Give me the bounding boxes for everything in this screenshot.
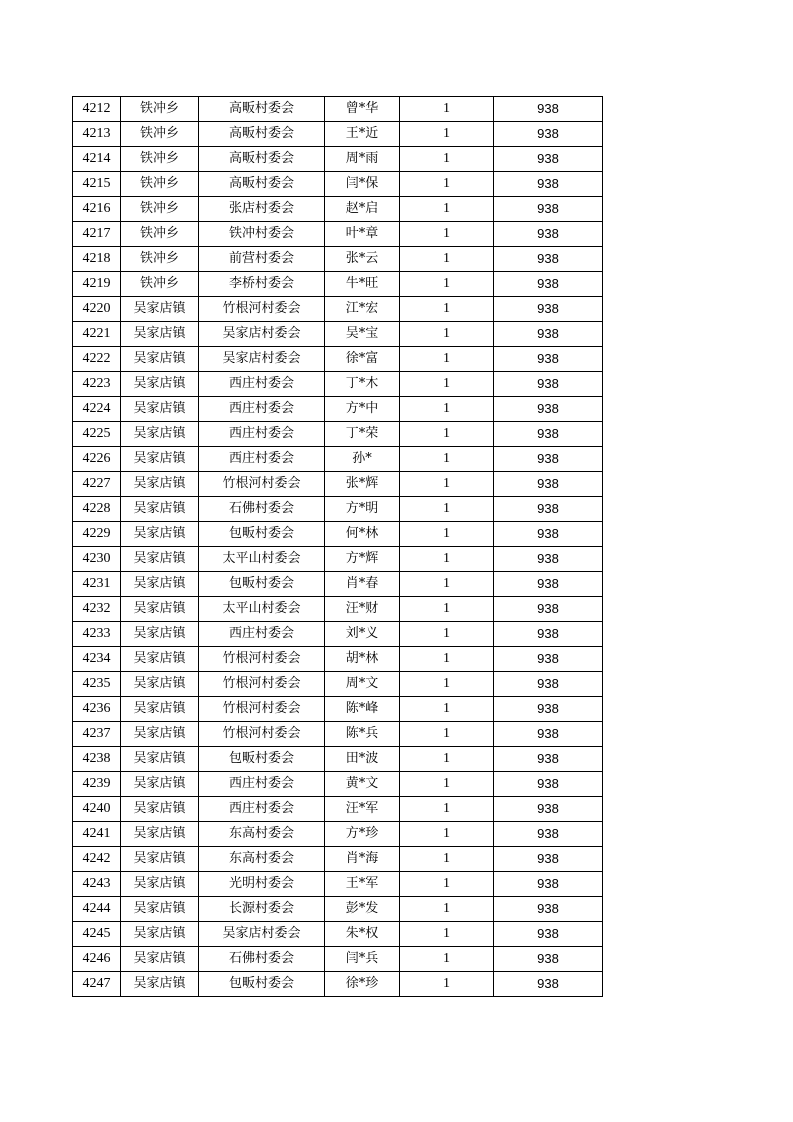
amount-cell: 938 [494, 572, 603, 597]
count-cell: 1 [400, 947, 494, 972]
table-row [73, 197, 603, 222]
person-name-cell: 张*辉 [325, 472, 400, 497]
amount-cell: 938 [494, 122, 603, 147]
table-row [73, 922, 603, 947]
table-row [73, 647, 603, 672]
village-committee-cell: 西庄村委会 [199, 447, 325, 472]
township-cell: 吴家店镇 [121, 422, 199, 447]
village-committee-cell: 包畈村委会 [199, 747, 325, 772]
table-row [73, 622, 603, 647]
table-row [73, 947, 603, 972]
amount-cell: 938 [494, 322, 603, 347]
count-cell: 1 [400, 122, 494, 147]
amount-cell: 938 [494, 347, 603, 372]
serial-number-cell: 4234 [73, 647, 121, 672]
count-cell: 1 [400, 247, 494, 272]
person-name-cell: 孙* [325, 447, 400, 472]
person-name-cell: 徐*珍 [325, 972, 400, 997]
township-cell: 吴家店镇 [121, 572, 199, 597]
table-row [73, 322, 603, 347]
serial-number-cell: 4247 [73, 972, 121, 997]
serial-number-cell: 4236 [73, 697, 121, 722]
township-cell: 吴家店镇 [121, 972, 199, 997]
count-cell: 1 [400, 172, 494, 197]
township-cell: 吴家店镇 [121, 447, 199, 472]
serial-number-cell: 4231 [73, 572, 121, 597]
table-row [73, 972, 603, 997]
table-row [73, 347, 603, 372]
serial-number-cell: 4238 [73, 747, 121, 772]
serial-number-cell: 4228 [73, 497, 121, 522]
table-row [73, 747, 603, 772]
village-committee-cell: 竹根河村委会 [199, 647, 325, 672]
count-cell: 1 [400, 97, 494, 122]
person-name-cell: 曾*华 [325, 97, 400, 122]
serial-number-cell: 4221 [73, 322, 121, 347]
village-committee-cell: 李桥村委会 [199, 272, 325, 297]
table-row [73, 897, 603, 922]
amount-cell: 938 [494, 722, 603, 747]
table-row [73, 372, 603, 397]
serial-number-cell: 4240 [73, 797, 121, 822]
village-committee-cell: 高畈村委会 [199, 147, 325, 172]
township-cell: 铁冲乡 [121, 222, 199, 247]
table-row [73, 772, 603, 797]
serial-number-cell: 4242 [73, 847, 121, 872]
serial-number-cell: 4227 [73, 472, 121, 497]
serial-number-cell: 4239 [73, 772, 121, 797]
person-name-cell: 王*军 [325, 872, 400, 897]
table-row [73, 822, 603, 847]
person-name-cell: 方*辉 [325, 547, 400, 572]
amount-cell: 938 [494, 972, 603, 997]
township-cell: 吴家店镇 [121, 747, 199, 772]
person-name-cell: 王*近 [325, 122, 400, 147]
person-name-cell: 张*云 [325, 247, 400, 272]
person-name-cell: 彭*发 [325, 897, 400, 922]
table-row [73, 672, 603, 697]
village-committee-cell: 高畈村委会 [199, 97, 325, 122]
township-cell: 吴家店镇 [121, 897, 199, 922]
count-cell: 1 [400, 822, 494, 847]
person-name-cell: 汪*军 [325, 797, 400, 822]
township-cell: 吴家店镇 [121, 597, 199, 622]
table-row [73, 222, 603, 247]
township-cell: 吴家店镇 [121, 922, 199, 947]
village-committee-cell: 包畈村委会 [199, 522, 325, 547]
township-cell: 铁冲乡 [121, 197, 199, 222]
serial-number-cell: 4233 [73, 622, 121, 647]
township-cell: 吴家店镇 [121, 872, 199, 897]
serial-number-cell: 4220 [73, 297, 121, 322]
village-committee-cell: 包畈村委会 [199, 572, 325, 597]
count-cell: 1 [400, 422, 494, 447]
township-cell: 吴家店镇 [121, 372, 199, 397]
count-cell: 1 [400, 497, 494, 522]
township-cell: 吴家店镇 [121, 397, 199, 422]
table-row [73, 847, 603, 872]
count-cell: 1 [400, 722, 494, 747]
amount-cell: 938 [494, 422, 603, 447]
amount-cell: 938 [494, 547, 603, 572]
amount-cell: 938 [494, 697, 603, 722]
township-cell: 吴家店镇 [121, 497, 199, 522]
count-cell: 1 [400, 922, 494, 947]
village-committee-cell: 竹根河村委会 [199, 697, 325, 722]
serial-number-cell: 4215 [73, 172, 121, 197]
person-name-cell: 朱*权 [325, 922, 400, 947]
village-committee-cell: 吴家店村委会 [199, 922, 325, 947]
serial-number-cell: 4246 [73, 947, 121, 972]
person-name-cell: 黄*文 [325, 772, 400, 797]
count-cell: 1 [400, 772, 494, 797]
village-committee-cell: 石佛村委会 [199, 947, 325, 972]
serial-number-cell: 4232 [73, 597, 121, 622]
township-cell: 吴家店镇 [121, 947, 199, 972]
amount-cell: 938 [494, 897, 603, 922]
count-cell: 1 [400, 522, 494, 547]
village-committee-cell: 包畈村委会 [199, 972, 325, 997]
person-name-cell: 刘*义 [325, 622, 400, 647]
person-name-cell: 赵*启 [325, 197, 400, 222]
serial-number-cell: 4213 [73, 122, 121, 147]
village-committee-cell: 竹根河村委会 [199, 472, 325, 497]
serial-number-cell: 4237 [73, 722, 121, 747]
village-committee-cell: 长源村委会 [199, 897, 325, 922]
township-cell: 吴家店镇 [121, 822, 199, 847]
village-committee-cell: 竹根河村委会 [199, 722, 325, 747]
count-cell: 1 [400, 347, 494, 372]
amount-cell: 938 [494, 372, 603, 397]
person-name-cell: 陈*峰 [325, 697, 400, 722]
amount-cell: 938 [494, 397, 603, 422]
count-cell: 1 [400, 847, 494, 872]
person-name-cell: 徐*富 [325, 347, 400, 372]
village-committee-cell: 竹根河村委会 [199, 297, 325, 322]
village-committee-cell: 西庄村委会 [199, 622, 325, 647]
township-cell: 吴家店镇 [121, 847, 199, 872]
table-row [73, 422, 603, 447]
village-committee-cell: 高畈村委会 [199, 122, 325, 147]
table-row [73, 572, 603, 597]
count-cell: 1 [400, 397, 494, 422]
amount-cell: 938 [494, 922, 603, 947]
village-committee-cell: 前营村委会 [199, 247, 325, 272]
count-cell: 1 [400, 747, 494, 772]
amount-cell: 938 [494, 297, 603, 322]
person-name-cell: 胡*林 [325, 647, 400, 672]
count-cell: 1 [400, 147, 494, 172]
township-cell: 铁冲乡 [121, 97, 199, 122]
amount-cell: 938 [494, 672, 603, 697]
count-cell: 1 [400, 672, 494, 697]
amount-cell: 938 [494, 222, 603, 247]
table-row [73, 797, 603, 822]
amount-cell: 938 [494, 497, 603, 522]
count-cell: 1 [400, 797, 494, 822]
amount-cell: 938 [494, 747, 603, 772]
count-cell: 1 [400, 197, 494, 222]
table-body [73, 97, 603, 997]
person-name-cell: 江*宏 [325, 297, 400, 322]
amount-cell: 938 [494, 247, 603, 272]
township-cell: 铁冲乡 [121, 147, 199, 172]
beneficiary-table [72, 96, 603, 997]
table-row [73, 472, 603, 497]
table-row [73, 272, 603, 297]
person-name-cell: 汪*财 [325, 597, 400, 622]
township-cell: 吴家店镇 [121, 522, 199, 547]
amount-cell: 938 [494, 622, 603, 647]
person-name-cell: 周*文 [325, 672, 400, 697]
village-committee-cell: 铁冲村委会 [199, 222, 325, 247]
person-name-cell: 闫*兵 [325, 947, 400, 972]
person-name-cell: 牛*旺 [325, 272, 400, 297]
amount-cell: 938 [494, 197, 603, 222]
table-row [73, 497, 603, 522]
village-committee-cell: 太平山村委会 [199, 597, 325, 622]
township-cell: 吴家店镇 [121, 297, 199, 322]
serial-number-cell: 4241 [73, 822, 121, 847]
amount-cell: 938 [494, 97, 603, 122]
person-name-cell: 方*明 [325, 497, 400, 522]
amount-cell: 938 [494, 847, 603, 872]
table-row [73, 597, 603, 622]
amount-cell: 938 [494, 647, 603, 672]
table-row [73, 397, 603, 422]
amount-cell: 938 [494, 447, 603, 472]
count-cell: 1 [400, 872, 494, 897]
serial-number-cell: 4219 [73, 272, 121, 297]
village-committee-cell: 东高村委会 [199, 822, 325, 847]
village-committee-cell: 光明村委会 [199, 872, 325, 897]
amount-cell: 938 [494, 872, 603, 897]
table-row [73, 722, 603, 747]
count-cell: 1 [400, 697, 494, 722]
table-row [73, 522, 603, 547]
amount-cell: 938 [494, 472, 603, 497]
table-row [73, 547, 603, 572]
village-committee-cell: 张店村委会 [199, 197, 325, 222]
township-cell: 吴家店镇 [121, 347, 199, 372]
table-row [73, 97, 603, 122]
township-cell: 铁冲乡 [121, 272, 199, 297]
serial-number-cell: 4225 [73, 422, 121, 447]
count-cell: 1 [400, 372, 494, 397]
count-cell: 1 [400, 647, 494, 672]
village-committee-cell: 吴家店村委会 [199, 347, 325, 372]
serial-number-cell: 4217 [73, 222, 121, 247]
table-row [73, 872, 603, 897]
person-name-cell: 吴*宝 [325, 322, 400, 347]
village-committee-cell: 西庄村委会 [199, 797, 325, 822]
amount-cell: 938 [494, 822, 603, 847]
table-row [73, 297, 603, 322]
amount-cell: 938 [494, 172, 603, 197]
village-committee-cell: 竹根河村委会 [199, 672, 325, 697]
township-cell: 铁冲乡 [121, 122, 199, 147]
person-name-cell: 肖*海 [325, 847, 400, 872]
count-cell: 1 [400, 222, 494, 247]
township-cell: 吴家店镇 [121, 622, 199, 647]
township-cell: 铁冲乡 [121, 247, 199, 272]
serial-number-cell: 4229 [73, 522, 121, 547]
person-name-cell: 田*波 [325, 747, 400, 772]
amount-cell: 938 [494, 522, 603, 547]
count-cell: 1 [400, 972, 494, 997]
township-cell: 吴家店镇 [121, 722, 199, 747]
serial-number-cell: 4223 [73, 372, 121, 397]
village-committee-cell: 高畈村委会 [199, 172, 325, 197]
township-cell: 吴家店镇 [121, 672, 199, 697]
serial-number-cell: 4230 [73, 547, 121, 572]
amount-cell: 938 [494, 772, 603, 797]
person-name-cell: 陈*兵 [325, 722, 400, 747]
count-cell: 1 [400, 472, 494, 497]
township-cell: 铁冲乡 [121, 172, 199, 197]
township-cell: 吴家店镇 [121, 772, 199, 797]
serial-number-cell: 4226 [73, 447, 121, 472]
count-cell: 1 [400, 622, 494, 647]
township-cell: 吴家店镇 [121, 797, 199, 822]
table-row [73, 147, 603, 172]
table-row [73, 172, 603, 197]
count-cell: 1 [400, 272, 494, 297]
person-name-cell: 肖*春 [325, 572, 400, 597]
count-cell: 1 [400, 447, 494, 472]
village-committee-cell: 吴家店村委会 [199, 322, 325, 347]
serial-number-cell: 4216 [73, 197, 121, 222]
count-cell: 1 [400, 897, 494, 922]
township-cell: 吴家店镇 [121, 697, 199, 722]
village-committee-cell: 西庄村委会 [199, 772, 325, 797]
serial-number-cell: 4245 [73, 922, 121, 947]
village-committee-cell: 太平山村委会 [199, 547, 325, 572]
village-committee-cell: 东高村委会 [199, 847, 325, 872]
person-name-cell: 方*中 [325, 397, 400, 422]
serial-number-cell: 4222 [73, 347, 121, 372]
serial-number-cell: 4214 [73, 147, 121, 172]
amount-cell: 938 [494, 947, 603, 972]
village-committee-cell: 石佛村委会 [199, 497, 325, 522]
serial-number-cell: 4243 [73, 872, 121, 897]
amount-cell: 938 [494, 147, 603, 172]
township-cell: 吴家店镇 [121, 322, 199, 347]
serial-number-cell: 4218 [73, 247, 121, 272]
township-cell: 吴家店镇 [121, 472, 199, 497]
table-row [73, 697, 603, 722]
count-cell: 1 [400, 572, 494, 597]
amount-cell: 938 [494, 272, 603, 297]
person-name-cell: 方*珍 [325, 822, 400, 847]
serial-number-cell: 4244 [73, 897, 121, 922]
count-cell: 1 [400, 547, 494, 572]
person-name-cell: 周*雨 [325, 147, 400, 172]
serial-number-cell: 4212 [73, 97, 121, 122]
person-name-cell: 闫*保 [325, 172, 400, 197]
table-row [73, 247, 603, 272]
village-committee-cell: 西庄村委会 [199, 397, 325, 422]
township-cell: 吴家店镇 [121, 647, 199, 672]
serial-number-cell: 4235 [73, 672, 121, 697]
serial-number-cell: 4224 [73, 397, 121, 422]
amount-cell: 938 [494, 597, 603, 622]
person-name-cell: 丁*荣 [325, 422, 400, 447]
count-cell: 1 [400, 322, 494, 347]
village-committee-cell: 西庄村委会 [199, 422, 325, 447]
amount-cell: 938 [494, 797, 603, 822]
table-row [73, 122, 603, 147]
table-row [73, 447, 603, 472]
township-cell: 吴家店镇 [121, 547, 199, 572]
village-committee-cell: 西庄村委会 [199, 372, 325, 397]
person-name-cell: 何*林 [325, 522, 400, 547]
count-cell: 1 [400, 597, 494, 622]
person-name-cell: 叶*章 [325, 222, 400, 247]
person-name-cell: 丁*木 [325, 372, 400, 397]
count-cell: 1 [400, 297, 494, 322]
